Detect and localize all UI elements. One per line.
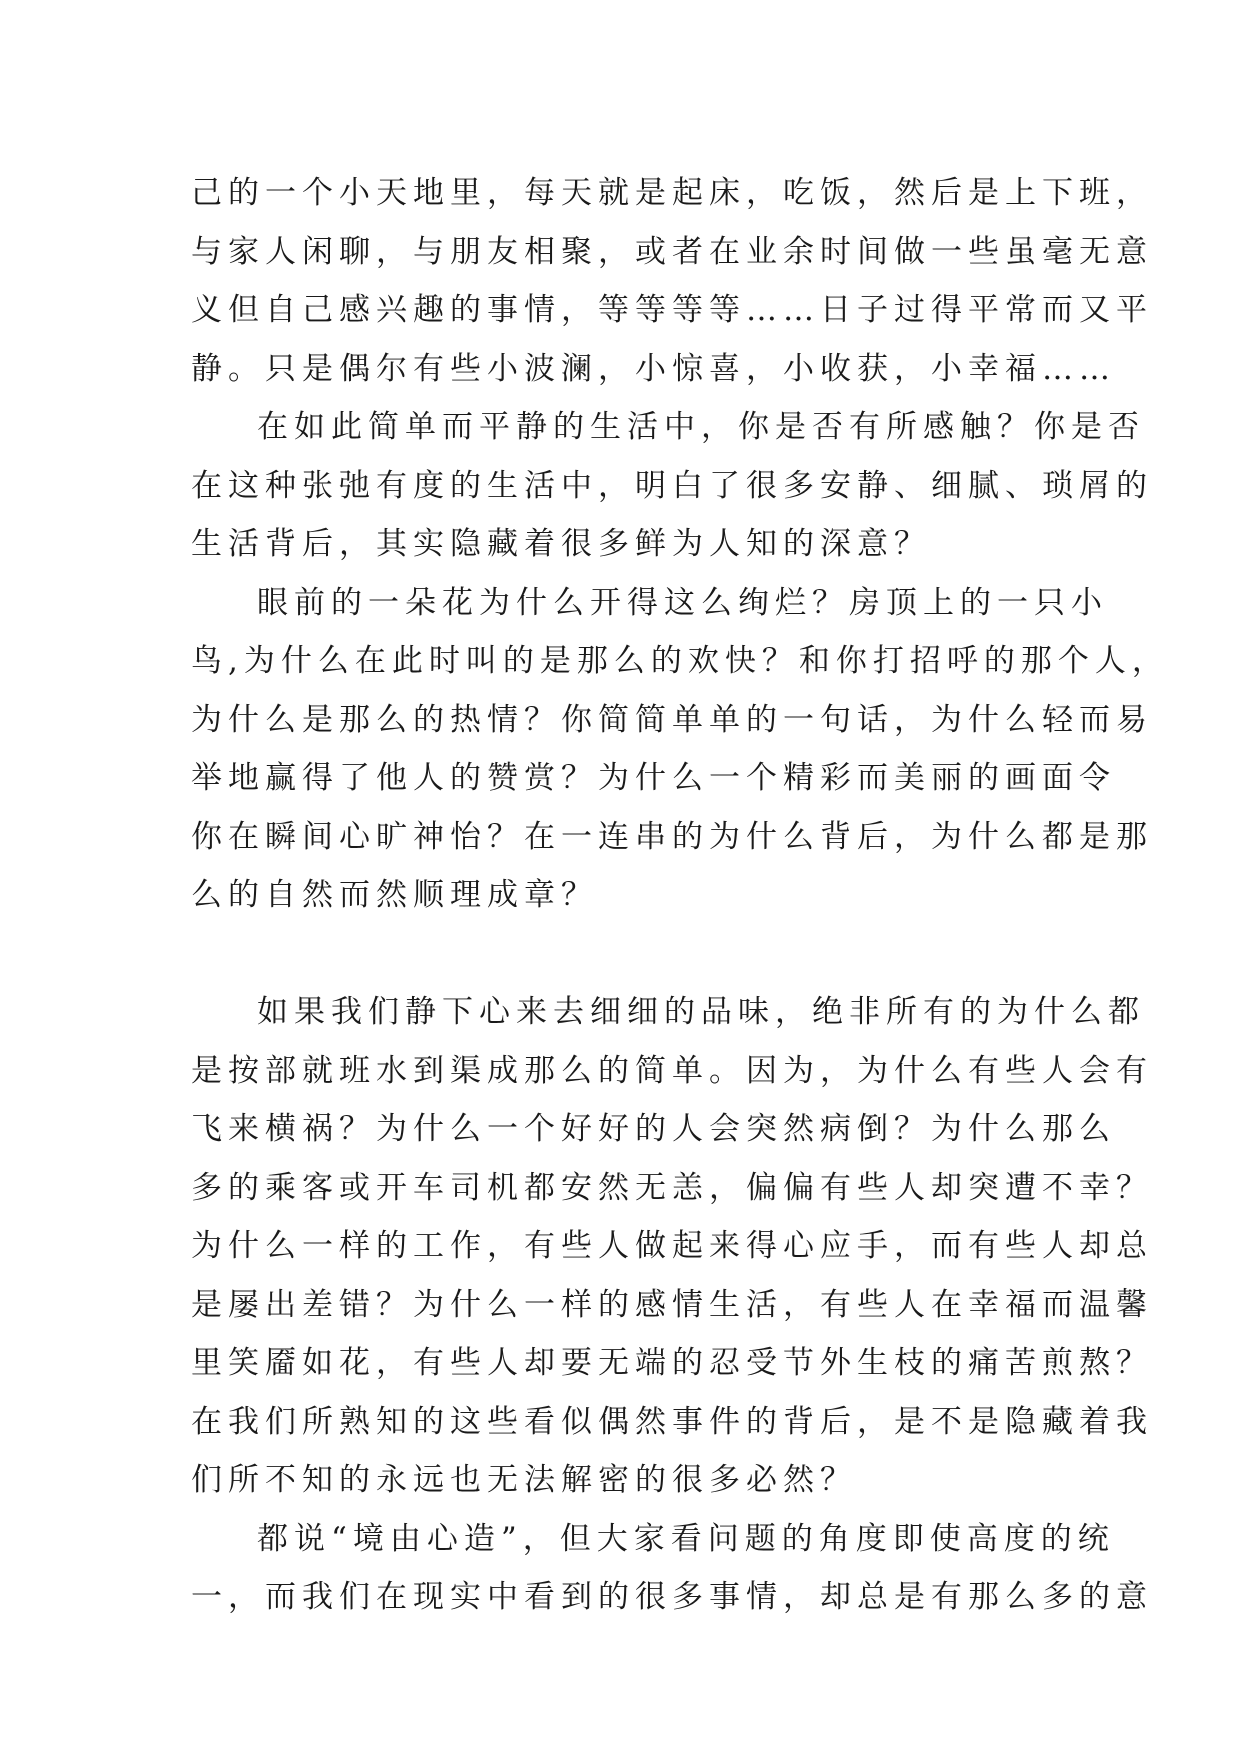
text-line: 在这种张弛有度的生活中，明白了很多安静、细腻、琐屑的	[191, 467, 1153, 504]
text-line: 义但自己感兴趣的事情，等等等等……日子过得平常而又平	[191, 292, 1153, 328]
paragraph	[191, 398, 1153, 574]
text-line: 多的乘客或开车司机都安然无恙，偏偏有些人却突遭不幸？	[191, 1169, 1153, 1206]
text-line: 与家人闲聊，与朋友相聚，或者在业余时间做一些虽毫无意	[191, 233, 1153, 270]
text-line: 在如此简单而平静的生活中，你是否有所感触？你是否	[257, 409, 1145, 445]
text-line: 在我们所熟知的这些看似偶然事件的背后，是不是隐藏着我	[191, 1403, 1153, 1440]
text-line: 都说“境由心造”，但大家看问题的角度即使高度的统	[257, 1520, 1115, 1557]
paragraph	[191, 574, 1169, 984]
body-text	[191, 164, 1169, 1627]
text-line: 们所不知的永远也无法解密的很多必然？	[191, 1462, 857, 1498]
text-line: 己的一个小天地里，每天就是起床，吃饭，然后是上下班，	[191, 175, 1153, 211]
paragraph	[191, 983, 1153, 1510]
text-line: 一，而我们在现实中看到的很多事情，却总是有那么多的意	[191, 1579, 1153, 1615]
text-line: 如果我们静下心来去细细的品味，绝非所有的为什么都	[257, 994, 1145, 1030]
text-line: 生活背后，其实隐藏着很多鲜为人知的深意？	[191, 526, 931, 562]
text-line: 你在瞬间心旷神怡？在一连串的为什么背后，为什么都是那	[191, 818, 1153, 855]
text-line: 为什么是那么的热情？你简简单单的一句话，为什么轻而易	[191, 701, 1153, 738]
text-line: 里笑靥如花，有些人却要无端的忍受节外生枝的痛苦煎熬？	[191, 1345, 1153, 1381]
text-line: 是屡出差错？为什么一样的感情生活，有些人在幸福而温馨	[191, 1286, 1153, 1323]
text-line	[191, 925, 1062, 984]
text-line: 鸟,为什么在此时叫的是那么的欢快？和你打招呼的那个人，	[191, 643, 1169, 679]
text-line: 举地赢得了他人的赞赏？为什么一个精彩而美丽的画面令	[191, 760, 1116, 796]
text-line: 为什么一样的工作，有些人做起来得心应手，而有些人却总	[191, 1228, 1153, 1264]
text-line: 么的自然而然顺理成章？	[191, 877, 598, 913]
paragraph	[191, 1510, 1153, 1627]
text-line: 静。只是偶尔有些小波澜，小惊喜，小收获，小幸福……	[191, 350, 1116, 387]
text-line: 飞来横祸？为什么一个好好的人会突然病倒？为什么那么	[191, 1111, 1116, 1147]
text-line: 眼前的一朵花为什么开得这么绚烂？房顶上的一只小	[257, 584, 1108, 621]
paragraph	[191, 164, 1153, 398]
text-line: 是按部就班水到渠成那么的简单。因为，为什么有些人会有	[191, 1052, 1153, 1089]
